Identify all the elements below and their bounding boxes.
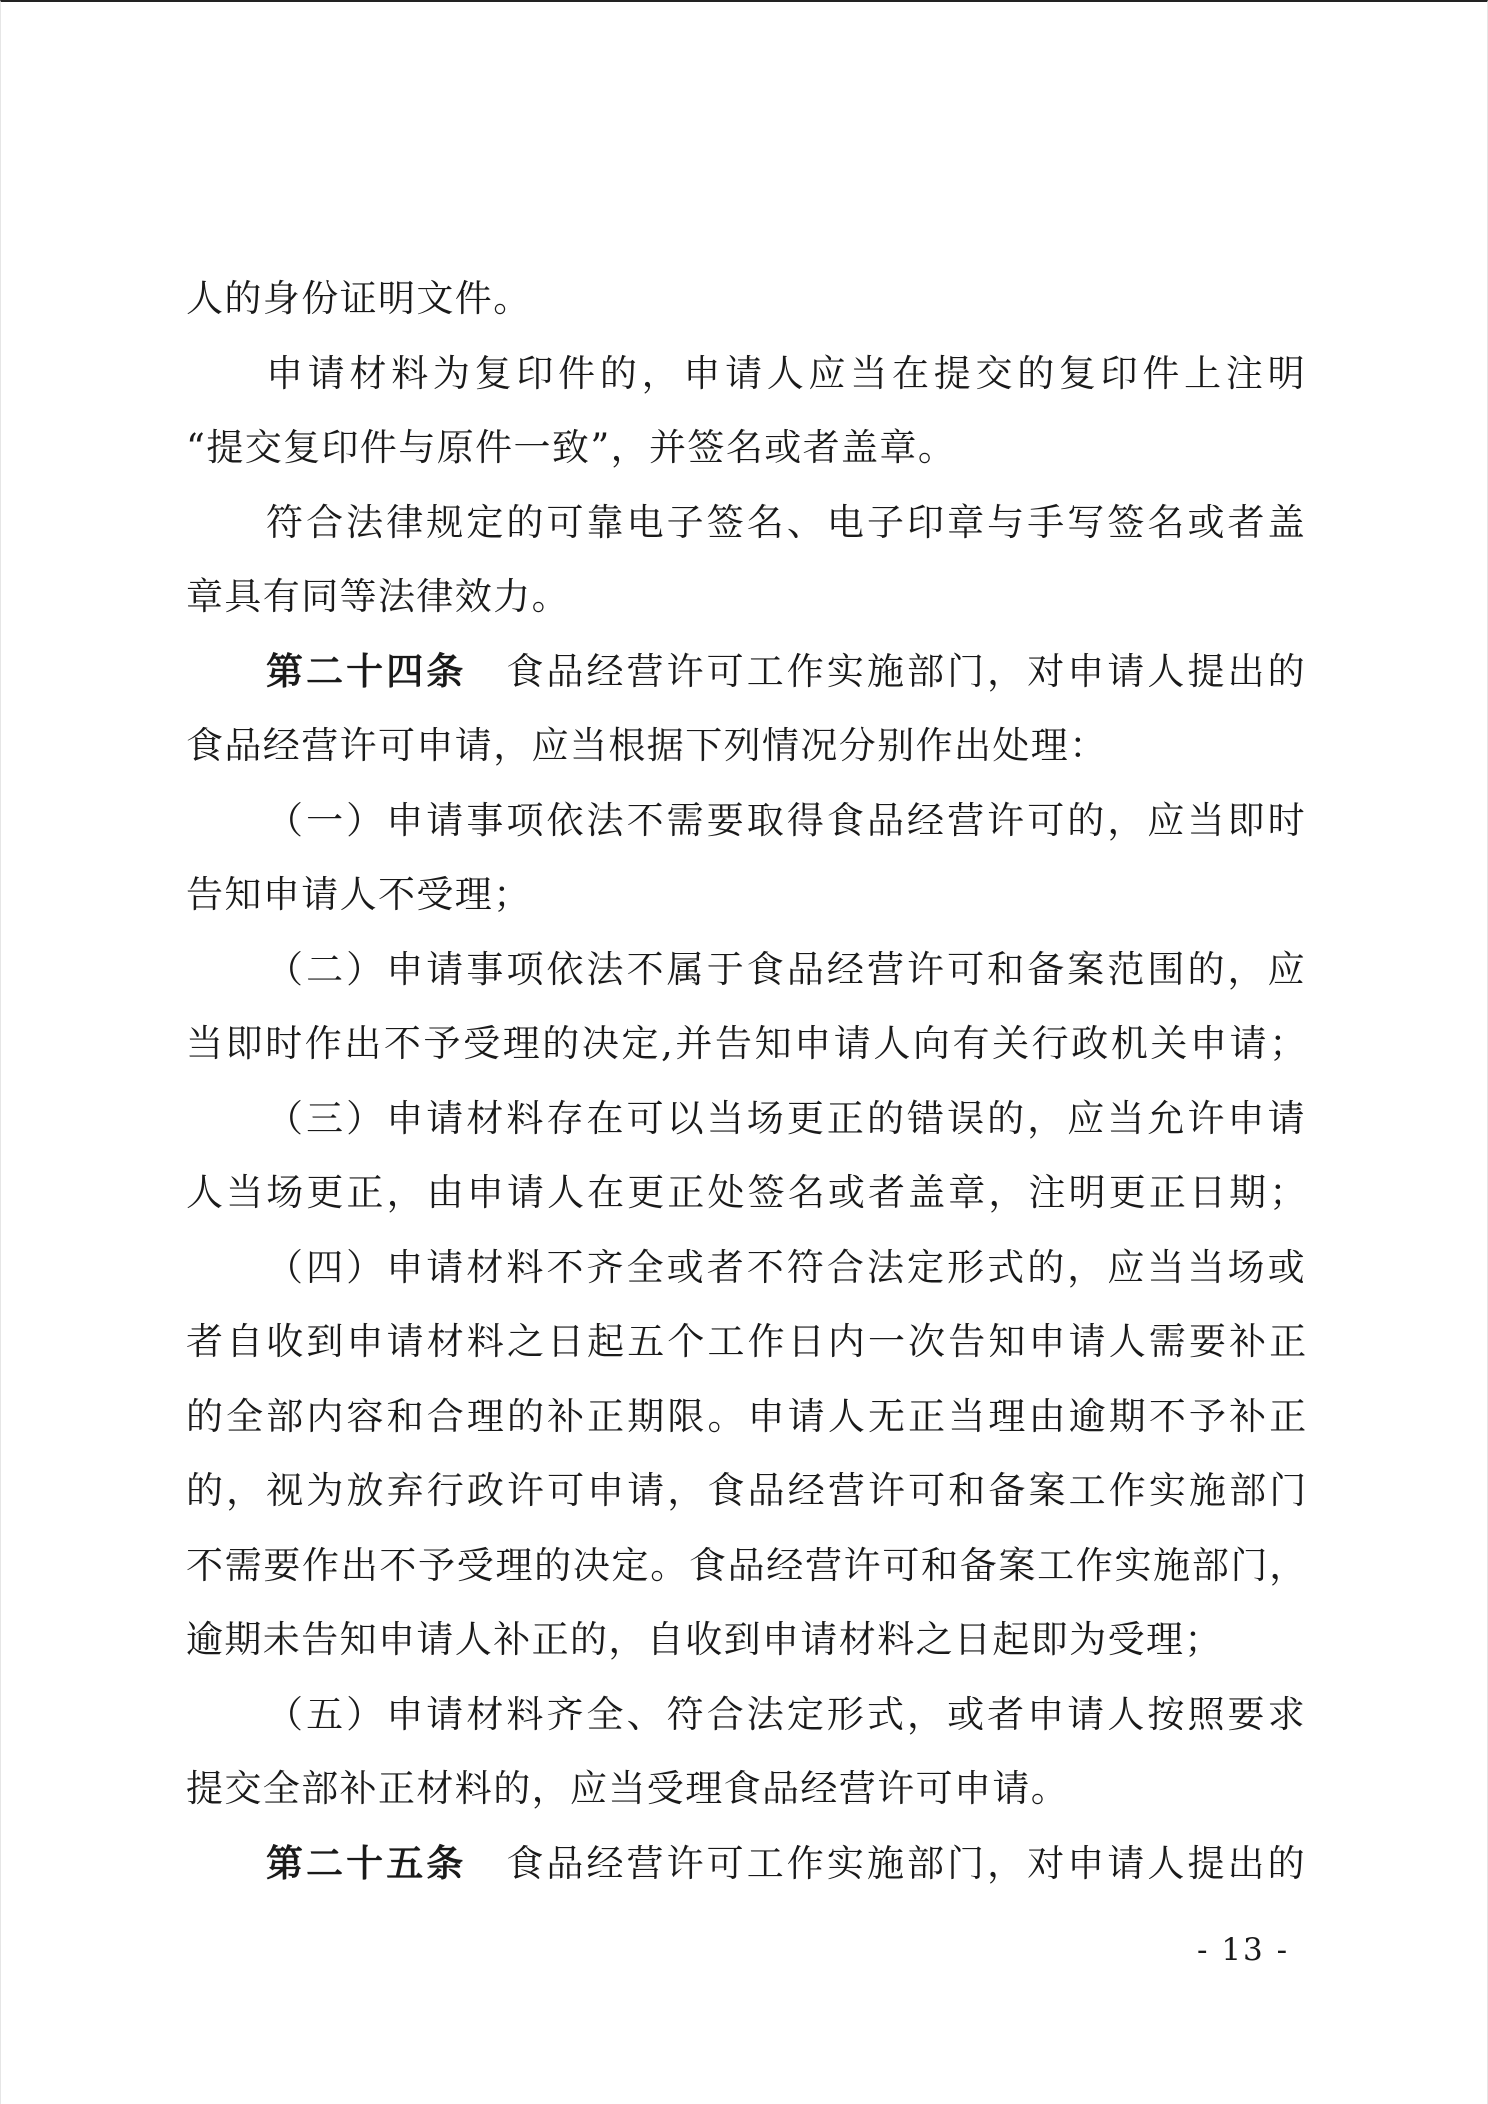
list-item-line: 的，视为放弃行政许可申请，食品经营许可和备案工作实施部门	[186, 1469, 1306, 1512]
list-item-line: （五）申请材料齐全、符合法定形式，或者申请人按照要求	[266, 1692, 1306, 1736]
text-line: 章具有同等法律效力。	[186, 575, 570, 618]
list-item-line: （一）申请事项依法不需要取得食品经营许可的，应当即时	[266, 798, 1306, 842]
article-24-first-line	[186, 635, 1306, 710]
article-24-text: 食品经营许可工作实施部门，对申请人提出的	[506, 649, 1307, 693]
text-line: “提交复印件与原件一致”，并签名或者盖章。	[186, 426, 957, 469]
list-item-line: 不需要作出不予受理的决定。食品经营许可和备案工作实施部门，	[186, 1543, 1306, 1587]
article-25-text: 食品经营许可工作实施部门，对申请人提出的	[506, 1841, 1307, 1885]
text-line: 食品经营许可申请，应当根据下列情况分别作出处理：	[186, 724, 1108, 767]
document-body	[186, 262, 1306, 1901]
list-item-line: 者自收到申请材料之日起五个工作日内一次告知申请人需要补正	[186, 1320, 1306, 1363]
list-item-line: 人当场更正，由申请人在更正处签名或者盖章，注明更正日期；	[186, 1171, 1306, 1214]
list-item-line: （二）申请事项依法不属于食品经营许可和备案范围的，应	[266, 947, 1306, 991]
text-line: 符合法律规定的可靠电子签名、电子印章与手写签名或者盖	[266, 500, 1306, 544]
page-number: - 13 -	[1197, 1932, 1290, 1968]
list-item-line: 的全部内容和合理的补正期限。申请人无正当理由逾期不予补正	[186, 1394, 1306, 1438]
article-25-first-line	[186, 1827, 1306, 1902]
list-item-line: 逾期未告知申请人补正的，自收到申请材料之日起即为受理；	[186, 1618, 1223, 1661]
article-25-heading: 第二十五条	[266, 1841, 467, 1885]
list-item-line: （四）申请材料不齐全或者不符合法定形式的，应当当场或	[266, 1245, 1306, 1289]
text-line: 人的身份证明文件。	[186, 277, 532, 320]
article-24-heading: 第二十四条	[266, 649, 467, 693]
text-line: 申请材料为复印件的，申请人应当在提交的复印件上注明	[266, 351, 1306, 395]
list-item-line: 当即时作出不予受理的决定,并告知申请人向有关行政机关申请；	[186, 1022, 1306, 1065]
list-item-line: 告知申请人不受理；	[186, 873, 532, 916]
list-item-line: （三）申请材料存在可以当场更正的错误的，应当允许申请	[266, 1096, 1306, 1140]
list-item-line: 提交全部补正材料的，应当受理食品经营许可申请。	[186, 1767, 1070, 1810]
